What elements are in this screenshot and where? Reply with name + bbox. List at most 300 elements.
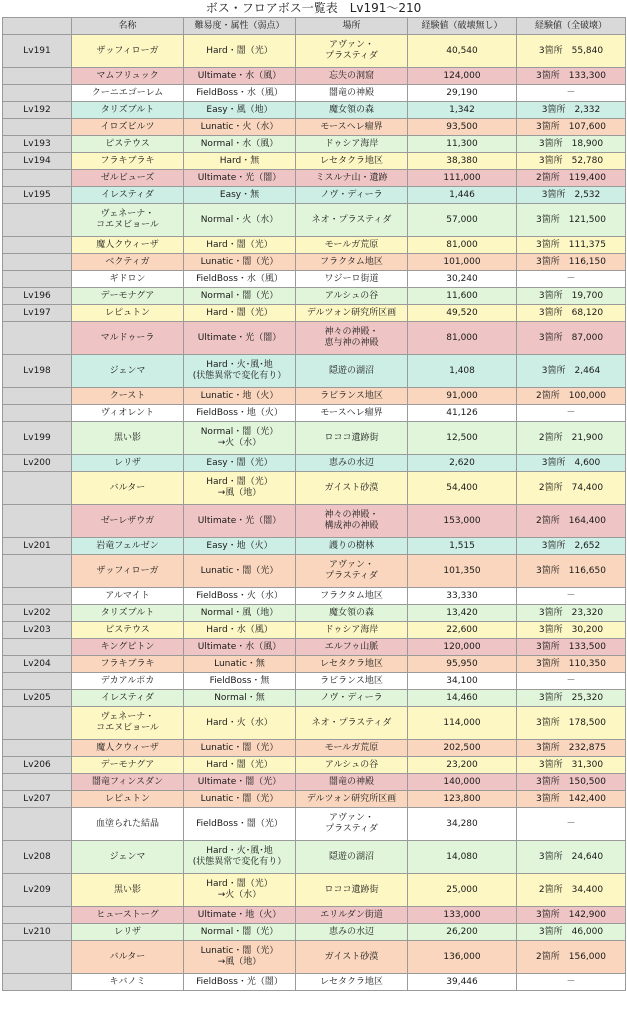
boss-name-cell: クースト <box>72 388 184 405</box>
exp-break-cell: 3箇所 55,840 <box>517 35 626 68</box>
exp-break-cell: － <box>517 673 626 690</box>
difficulty-cell: Ultimate・光（闇） <box>184 322 296 355</box>
exp-break-cell: 3箇所 2,652 <box>517 538 626 555</box>
level-cell: Lv209 <box>3 874 72 907</box>
table-row <box>3 757 626 774</box>
table-row <box>3 505 626 538</box>
exp-cell: 30,240 <box>408 271 517 288</box>
exp-cell: 136,000 <box>408 941 517 974</box>
level-cell: Lv193 <box>3 136 72 153</box>
boss-name-cell: マムフリュック <box>72 68 184 85</box>
exp-cell: 14,080 <box>408 841 517 874</box>
level-cell: Lv200 <box>3 455 72 472</box>
level-cell <box>3 505 72 538</box>
table-row <box>3 322 626 355</box>
exp-cell: 91,000 <box>408 388 517 405</box>
level-cell: Lv199 <box>3 422 72 455</box>
exp-cell: 34,100 <box>408 673 517 690</box>
difficulty-cell: Normal・火（水） <box>184 204 296 237</box>
exp-break-cell: 3箇所 150,500 <box>517 774 626 791</box>
table-row <box>3 271 626 288</box>
exp-break-cell: 3箇所 68,120 <box>517 305 626 322</box>
level-cell <box>3 254 72 271</box>
difficulty-cell: Lunatic・無 <box>184 656 296 673</box>
difficulty-cell: Ultimate・光（闇） <box>184 170 296 187</box>
table-row <box>3 774 626 791</box>
exp-cell: 1,342 <box>408 102 517 119</box>
difficulty-cell: Hard・闇（光） →風（地） <box>184 472 296 505</box>
table-row <box>3 119 626 136</box>
level-cell <box>3 707 72 740</box>
place-cell: ネオ・プラスティダ <box>296 204 408 237</box>
exp-break-cell: 2箇所 100,000 <box>517 388 626 405</box>
place-cell: ロココ遺跡街 <box>296 422 408 455</box>
exp-cell: 81,000 <box>408 237 517 254</box>
boss-name-cell: レピュトン <box>72 791 184 808</box>
table-row <box>3 656 626 673</box>
difficulty-cell: FieldBoss・水（風） <box>184 85 296 102</box>
boss-name-cell: タリズブルト <box>72 102 184 119</box>
exp-break-cell: 3箇所 18,900 <box>517 136 626 153</box>
place-cell: 恵みの水辺 <box>296 455 408 472</box>
table-row <box>3 555 626 588</box>
difficulty-cell: Lunatic・闇（光） <box>184 740 296 757</box>
exp-cell: 140,000 <box>408 774 517 791</box>
exp-cell: 120,000 <box>408 639 517 656</box>
boss-name-cell: ギドロン <box>72 271 184 288</box>
level-cell <box>3 204 72 237</box>
exp-cell: 29,190 <box>408 85 517 102</box>
table-row <box>3 622 626 639</box>
level-cell <box>3 322 72 355</box>
exp-cell: 133,000 <box>408 907 517 924</box>
boss-name-cell: ヴェネーナ・ コエヌビョール <box>72 204 184 237</box>
place-cell: ラビランス地区 <box>296 388 408 405</box>
table-row <box>3 388 626 405</box>
exp-break-cell: 3箇所 133,500 <box>517 639 626 656</box>
level-cell: Lv203 <box>3 622 72 639</box>
table-row <box>3 673 626 690</box>
table-row <box>3 204 626 237</box>
boss-name-cell: ヴィオレント <box>72 405 184 422</box>
table-row <box>3 808 626 841</box>
table-row <box>3 924 626 941</box>
table-row <box>3 974 626 991</box>
boss-name-cell: デーモナグア <box>72 288 184 305</box>
exp-break-cell: 3箇所 2,532 <box>517 187 626 204</box>
place-cell: レセタクラ地区 <box>296 153 408 170</box>
level-cell: Lv195 <box>3 187 72 204</box>
level-cell <box>3 388 72 405</box>
difficulty-cell: Ultimate・闇（光） <box>184 774 296 791</box>
place-cell: 神々の神殿・ 構成神の神殿 <box>296 505 408 538</box>
exp-cell: 12,500 <box>408 422 517 455</box>
exp-break-cell: 3箇所 232,875 <box>517 740 626 757</box>
table-row <box>3 605 626 622</box>
exp-break-cell: 3箇所 19,700 <box>517 288 626 305</box>
exp-cell: 101,000 <box>408 254 517 271</box>
exp-cell: 123,800 <box>408 791 517 808</box>
difficulty-cell: Lunatic・闇（光） <box>184 791 296 808</box>
exp-break-cell: 3箇所 110,350 <box>517 656 626 673</box>
table-row <box>3 102 626 119</box>
table-row <box>3 874 626 907</box>
place-cell: ネオ・プラスティダ <box>296 707 408 740</box>
difficulty-cell: Easy・闇（光） <box>184 455 296 472</box>
level-cell <box>3 555 72 588</box>
place-cell: フラクタム地区 <box>296 254 408 271</box>
difficulty-cell: FieldBoss・地（火） <box>184 405 296 422</box>
boss-name-cell: ザッフィローガ <box>72 35 184 68</box>
table-row <box>3 153 626 170</box>
exp-break-cell: 3箇所 111,375 <box>517 237 626 254</box>
exp-cell: 22,600 <box>408 622 517 639</box>
level-cell <box>3 907 72 924</box>
table-row <box>3 85 626 102</box>
exp-cell: 81,000 <box>408 322 517 355</box>
exp-break-cell: 2箇所 164,400 <box>517 505 626 538</box>
place-cell: 魔女領の森 <box>296 605 408 622</box>
difficulty-cell: Lunatic・闇（光） →風（地） <box>184 941 296 974</box>
place-cell: ノヴ・ディーラ <box>296 187 408 204</box>
table-header-row <box>3 18 626 35</box>
exp-cell: 11,600 <box>408 288 517 305</box>
exp-break-cell: 3箇所 30,200 <box>517 622 626 639</box>
exp-cell: 111,000 <box>408 170 517 187</box>
difficulty-cell: Easy・地（火） <box>184 538 296 555</box>
boss-table <box>2 17 626 991</box>
table-row <box>3 841 626 874</box>
boss-name-cell: キングピトン <box>72 639 184 656</box>
exp-break-cell: 3箇所 23,320 <box>517 605 626 622</box>
place-cell: モールガ荒原 <box>296 740 408 757</box>
difficulty-cell: Hard・火･風･地 (状態異常で変化有り） <box>184 355 296 388</box>
place-cell: ワジーロ街道 <box>296 271 408 288</box>
table-row <box>3 254 626 271</box>
boss-name-cell: ジェンマ <box>72 355 184 388</box>
boss-name-cell: 黒い影 <box>72 874 184 907</box>
exp-cell: 13,420 <box>408 605 517 622</box>
exp-break-cell: 3箇所 121,500 <box>517 204 626 237</box>
exp-break-cell: － <box>517 85 626 102</box>
table-row <box>3 639 626 656</box>
exp-break-cell: － <box>517 974 626 991</box>
level-cell <box>3 808 72 841</box>
level-cell <box>3 405 72 422</box>
exp-cell: 26,200 <box>408 924 517 941</box>
level-cell: Lv202 <box>3 605 72 622</box>
exp-break-cell: 3箇所 142,900 <box>517 907 626 924</box>
difficulty-cell: Hard・闇（光） <box>184 757 296 774</box>
header-place: 場所 <box>296 18 408 35</box>
table-row <box>3 305 626 322</box>
place-cell: レセタクラ地区 <box>296 656 408 673</box>
level-cell <box>3 472 72 505</box>
exp-cell: 1,515 <box>408 538 517 555</box>
boss-name-cell: レリザ <box>72 455 184 472</box>
exp-cell: 33,330 <box>408 588 517 605</box>
boss-name-cell: 魔人クウィーザ <box>72 740 184 757</box>
difficulty-cell: FieldBoss・火（水） <box>184 588 296 605</box>
level-cell: Lv208 <box>3 841 72 874</box>
table-row <box>3 707 626 740</box>
level-cell: Lv194 <box>3 153 72 170</box>
exp-break-cell: 3箇所 2,332 <box>517 102 626 119</box>
level-cell <box>3 673 72 690</box>
exp-cell: 14,460 <box>408 690 517 707</box>
difficulty-cell: Ultimate・光（闇） <box>184 505 296 538</box>
exp-cell: 1,408 <box>408 355 517 388</box>
table-row <box>3 355 626 388</box>
table-row <box>3 455 626 472</box>
table-row <box>3 690 626 707</box>
exp-cell: 93,500 <box>408 119 517 136</box>
exp-cell: 54,400 <box>408 472 517 505</box>
level-cell <box>3 974 72 991</box>
difficulty-cell: Hard・火（水） <box>184 707 296 740</box>
difficulty-cell: Ultimate・水（風） <box>184 68 296 85</box>
difficulty-cell: Normal・水（風） <box>184 136 296 153</box>
exp-break-cell: 2箇所 156,000 <box>517 941 626 974</box>
exp-break-cell: － <box>517 271 626 288</box>
table-row <box>3 237 626 254</box>
exp-break-cell: 3箇所 24,640 <box>517 841 626 874</box>
level-cell <box>3 85 72 102</box>
table-row <box>3 588 626 605</box>
level-cell: Lv201 <box>3 538 72 555</box>
level-cell: Lv206 <box>3 757 72 774</box>
boss-name-cell: バルター <box>72 941 184 974</box>
boss-name-cell: イレスティダ <box>72 187 184 204</box>
boss-name-cell: マルドゥーラ <box>72 322 184 355</box>
place-cell: フラクタム地区 <box>296 588 408 605</box>
difficulty-cell: Normal・闇（光） →火（水） <box>184 422 296 455</box>
page-title: ボス・フロアボス一覧表 Lv191～210 <box>205 1 422 15</box>
level-cell <box>3 237 72 254</box>
place-cell: デルツォン研究所区画 <box>296 305 408 322</box>
place-cell: アルシュの谷 <box>296 757 408 774</box>
boss-name-cell: ヴェネーナ・ コエヌビョール <box>72 707 184 740</box>
place-cell: ドゥシア海岸 <box>296 136 408 153</box>
boss-name-cell: ピステウス <box>72 136 184 153</box>
place-cell: ロココ遺跡街 <box>296 874 408 907</box>
place-cell: モースヘレ瘤界 <box>296 119 408 136</box>
difficulty-cell: Normal・無 <box>184 690 296 707</box>
table-row <box>3 35 626 68</box>
place-cell: エルフゥ山脈 <box>296 639 408 656</box>
exp-cell: 202,500 <box>408 740 517 757</box>
exp-break-cell: 2箇所 74,400 <box>517 472 626 505</box>
exp-cell: 57,000 <box>408 204 517 237</box>
exp-cell: 1,446 <box>408 187 517 204</box>
place-cell: ガイスト砂漠 <box>296 472 408 505</box>
exp-break-cell: 2箇所 21,900 <box>517 422 626 455</box>
exp-cell: 39,446 <box>408 974 517 991</box>
level-cell <box>3 740 72 757</box>
exp-cell: 124,000 <box>408 68 517 85</box>
difficulty-cell: FieldBoss・闇（光） <box>184 808 296 841</box>
difficulty-cell: Hard・闇（光） <box>184 35 296 68</box>
exp-break-cell: 3箇所 133,300 <box>517 68 626 85</box>
exp-cell: 2,620 <box>408 455 517 472</box>
difficulty-cell: Lunatic・地（火） <box>184 388 296 405</box>
header-exp: 経験値（破壊無し） <box>408 18 517 35</box>
place-cell: 隠遊の湖沼 <box>296 841 408 874</box>
difficulty-cell: Hard・闇（光） <box>184 305 296 322</box>
exp-break-cell: 3箇所 178,500 <box>517 707 626 740</box>
exp-break-cell: 3箇所 142,400 <box>517 791 626 808</box>
exp-break-cell: 3箇所 87,000 <box>517 322 626 355</box>
place-cell: 闇竜の神殿 <box>296 774 408 791</box>
exp-break-cell: 3箇所 52,780 <box>517 153 626 170</box>
exp-break-cell: 3箇所 46,000 <box>517 924 626 941</box>
level-cell: Lv205 <box>3 690 72 707</box>
level-cell: Lv207 <box>3 791 72 808</box>
exp-cell: 25,000 <box>408 874 517 907</box>
level-cell <box>3 68 72 85</box>
boss-name-cell: タリズブルト <box>72 605 184 622</box>
table-row <box>3 422 626 455</box>
place-cell: アヴァン・ プラスティダ <box>296 35 408 68</box>
place-cell: ドゥシア海岸 <box>296 622 408 639</box>
exp-break-cell: － <box>517 405 626 422</box>
table-row <box>3 136 626 153</box>
boss-name-cell: ゼルビューズ <box>72 170 184 187</box>
level-cell: Lv192 <box>3 102 72 119</box>
exp-break-cell: 3箇所 4,600 <box>517 455 626 472</box>
difficulty-cell: Ultimate・水（風） <box>184 639 296 656</box>
exp-break-cell: 3箇所 116,150 <box>517 254 626 271</box>
boss-name-cell: イレスティダ <box>72 690 184 707</box>
boss-name-cell: ザッフィローガ <box>72 555 184 588</box>
place-cell: ガイスト砂漠 <box>296 941 408 974</box>
exp-cell: 34,280 <box>408 808 517 841</box>
difficulty-cell: Normal・風（地） <box>184 605 296 622</box>
level-cell <box>3 774 72 791</box>
boss-name-cell: ゼーレザウガ <box>72 505 184 538</box>
table-row <box>3 941 626 974</box>
boss-name-cell: レピュトン <box>72 305 184 322</box>
exp-cell: 11,300 <box>408 136 517 153</box>
place-cell: アヴァン・ プラスティダ <box>296 555 408 588</box>
place-cell: レセタクラ地区 <box>296 974 408 991</box>
boss-name-cell: デーモナグア <box>72 757 184 774</box>
exp-cell: 114,000 <box>408 707 517 740</box>
place-cell: 隠遊の湖沼 <box>296 355 408 388</box>
header-level <box>3 18 72 35</box>
boss-name-cell: レリザ <box>72 924 184 941</box>
boss-name-cell: イロズビルツ <box>72 119 184 136</box>
exp-break-cell: 3箇所 116,650 <box>517 555 626 588</box>
difficulty-cell: Easy・風（地） <box>184 102 296 119</box>
boss-name-cell: 黒い影 <box>72 422 184 455</box>
header-difficulty: 難易度・属性（弱点） <box>184 18 296 35</box>
table-row <box>3 68 626 85</box>
header-exp-break: 経験値（全破壊） <box>517 18 626 35</box>
place-cell: 護りの樹林 <box>296 538 408 555</box>
place-cell: ミスルナ山・遺跡 <box>296 170 408 187</box>
table-row <box>3 740 626 757</box>
level-cell: Lv198 <box>3 355 72 388</box>
difficulty-cell: Lunatic・闇（光） <box>184 555 296 588</box>
table-row <box>3 288 626 305</box>
difficulty-cell: Normal・闇（光） <box>184 924 296 941</box>
exp-break-cell: － <box>517 808 626 841</box>
level-cell <box>3 588 72 605</box>
difficulty-cell: Lunatic・闇（光） <box>184 254 296 271</box>
place-cell: ノヴ・ディーラ <box>296 690 408 707</box>
boss-name-cell: フラキブラキ <box>72 656 184 673</box>
table-row <box>3 538 626 555</box>
exp-cell: 101,350 <box>408 555 517 588</box>
level-cell <box>3 639 72 656</box>
difficulty-cell: Hard・闇（光） →火（水） <box>184 874 296 907</box>
place-cell: モースヘレ瘤界 <box>296 405 408 422</box>
exp-break-cell: 2箇所 34,400 <box>517 874 626 907</box>
level-cell <box>3 271 72 288</box>
exp-break-cell: 2箇所 119,400 <box>517 170 626 187</box>
difficulty-cell: Lunatic・火（水） <box>184 119 296 136</box>
table-row <box>3 907 626 924</box>
place-cell: 闇竜の神殿 <box>296 85 408 102</box>
boss-name-cell: バルター <box>72 472 184 505</box>
difficulty-cell: Ultimate・地（火） <box>184 907 296 924</box>
boss-name-cell: 魔人クウィーザ <box>72 237 184 254</box>
header-name: 名称 <box>72 18 184 35</box>
difficulty-cell: FieldBoss・光（闇） <box>184 974 296 991</box>
exp-cell: 23,200 <box>408 757 517 774</box>
place-cell: 忘失の洞窟 <box>296 68 408 85</box>
boss-name-cell: ヒューストーグ <box>72 907 184 924</box>
difficulty-cell: Hard・無 <box>184 153 296 170</box>
level-cell: Lv196 <box>3 288 72 305</box>
boss-name-cell: デカアルポカ <box>72 673 184 690</box>
place-cell: アルシュの谷 <box>296 288 408 305</box>
boss-name-cell: クーニエゴーレム <box>72 85 184 102</box>
exp-break-cell: 3箇所 107,600 <box>517 119 626 136</box>
exp-cell: 41,126 <box>408 405 517 422</box>
place-cell: アヴァン・ プラスティダ <box>296 808 408 841</box>
level-cell: Lv191 <box>3 35 72 68</box>
boss-name-cell: キバノミ <box>72 974 184 991</box>
exp-cell: 153,000 <box>408 505 517 538</box>
level-cell: Lv204 <box>3 656 72 673</box>
place-cell: 神々の神殿・ 恵与神の神殿 <box>296 322 408 355</box>
exp-break-cell: 3箇所 2,464 <box>517 355 626 388</box>
exp-cell: 38,380 <box>408 153 517 170</box>
difficulty-cell: FieldBoss・水（風） <box>184 271 296 288</box>
place-cell: モールガ荒原 <box>296 237 408 254</box>
exp-cell: 40,540 <box>408 35 517 68</box>
boss-name-cell: ベクティガ <box>72 254 184 271</box>
table-row <box>3 405 626 422</box>
difficulty-cell: Hard・火･風･地 (状態異常で変化有り） <box>184 841 296 874</box>
difficulty-cell: Normal・闇（光） <box>184 288 296 305</box>
exp-break-cell: 3箇所 25,320 <box>517 690 626 707</box>
exp-cell: 49,520 <box>408 305 517 322</box>
level-cell <box>3 170 72 187</box>
place-cell: デルツォン研究所区画 <box>296 791 408 808</box>
table-row <box>3 170 626 187</box>
boss-name-cell: ジェンマ <box>72 841 184 874</box>
boss-name-cell: フラキブラキ <box>72 153 184 170</box>
difficulty-cell: Hard・闇（光） <box>184 237 296 254</box>
boss-name-cell: 岩竜フェルゼン <box>72 538 184 555</box>
level-cell <box>3 119 72 136</box>
exp-break-cell: － <box>517 588 626 605</box>
boss-name-cell: ピステウス <box>72 622 184 639</box>
place-cell: ラビランス地区 <box>296 673 408 690</box>
